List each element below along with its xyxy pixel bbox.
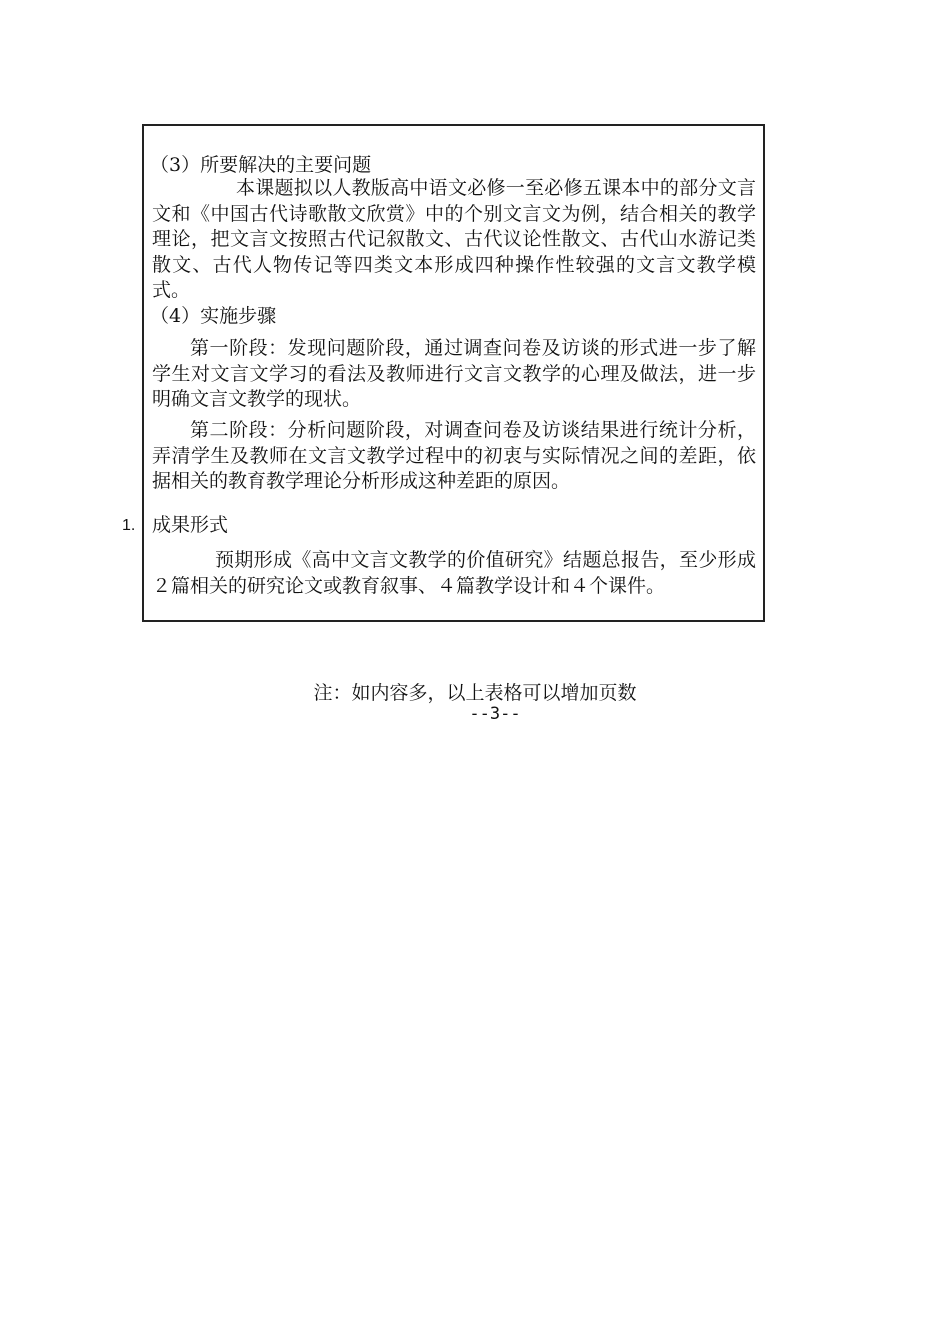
section3-heading: （3）所要解决的主要问题 (150, 154, 372, 176)
section4-step2: 第二阶段：分析问题阶段，对调查问卷及访谈结果进行统计分析，弄清学生及教师在文言文教学过程中的初衷与实际情况之间的差距，依据相关的教育教学理论分析形成这种差距的原因。 (152, 419, 756, 492)
footer-note: 注：如内容多，以上表格可以增加页数 (313, 682, 637, 704)
results-heading: 成果形式 (152, 514, 229, 536)
results-number: 1. (122, 517, 136, 534)
section4-step1: 第一阶段：发现问题阶段，通过调查问卷及访谈的形式进一步了解学生对文言文学习的看法及教师进行文言文教学的心理及做法，进一步明确文言文教学的现状。 (152, 337, 756, 410)
section4-heading: （4）实施步骤 (150, 305, 277, 327)
section3-body: 本课题拟以人教版高中语文必修一至必修五课本中的部分文言文和《中国古代诗歌散文欣赏》中的个别文言文为例，结合相关的教学理论，把文言文按照古代记叙散文、古代议论性散文、古代山水游记类散文、古代人物传记等四类文本形成四种操作性较强的文言文教学模式。 (152, 177, 756, 301)
results-body: 预期形成《高中文言文教学的价值研究》结题总报告，至少形成２篇相关的研究论文或教育叙事、４篇教学设计和４个课件。 (152, 549, 756, 597)
page-number: --3-- (469, 704, 521, 724)
